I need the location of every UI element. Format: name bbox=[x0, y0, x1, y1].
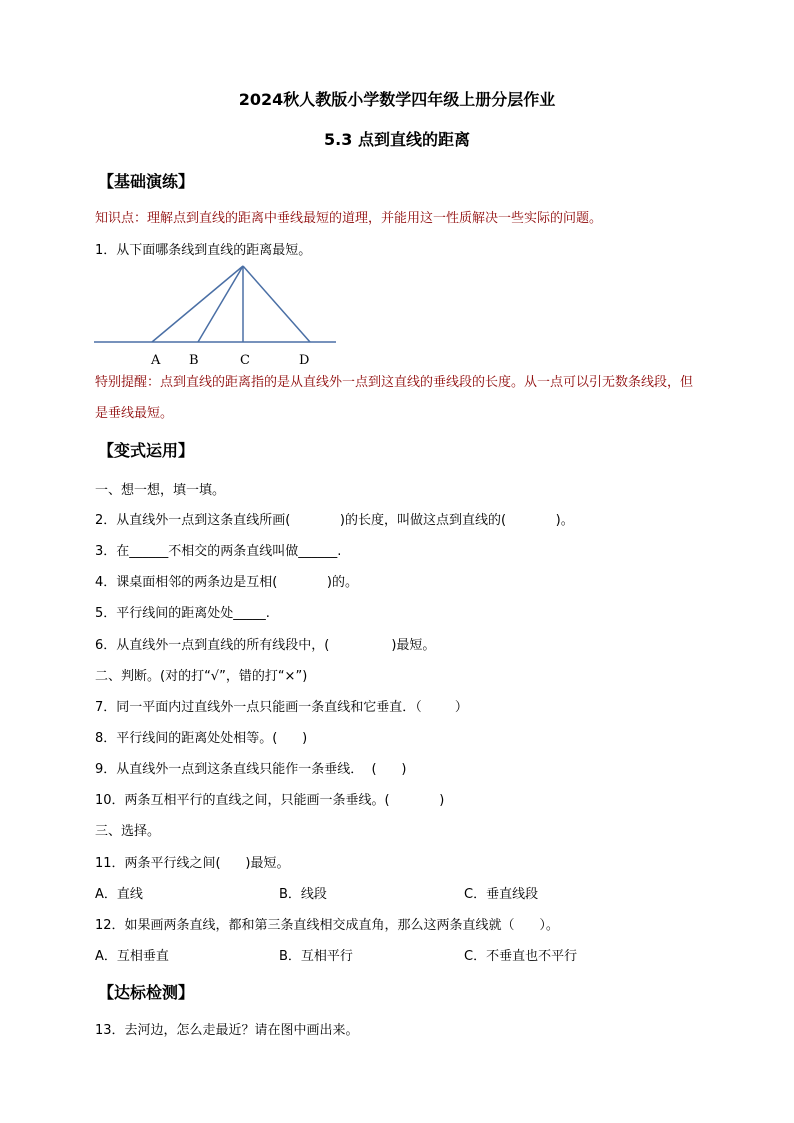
question-5: 5．平行线间的距离处处_____. bbox=[95, 606, 270, 621]
question-3: 3．在______不相交的两条直线叫做______. bbox=[95, 544, 342, 559]
knowledge-point: 知识点：理解点到直线的距离中垂线最短的道理，并能用这一性质解决一些实际的问题。 bbox=[95, 211, 603, 226]
segment-d bbox=[243, 266, 310, 342]
label-d: D bbox=[299, 353, 310, 368]
label-c: C bbox=[240, 353, 250, 368]
part-2-heading: 二、判断。(对的打“√”，错的打“×”) bbox=[95, 669, 308, 684]
distance-figure bbox=[90, 260, 350, 372]
question-7: 7．同一平面内过直线外一点只能画一条直线和它垂直．（ ） bbox=[95, 700, 468, 715]
question-6: 6．从直线外一点到直线的所有线段中，( )最短。 bbox=[95, 638, 436, 653]
q11-option-c: C．垂直线段 bbox=[464, 887, 539, 902]
q12-option-c: C．不垂直也不平行 bbox=[464, 949, 578, 964]
lesson-subtitle: 5.3 点到直线的距离 bbox=[324, 130, 470, 149]
question-11: 11．两条平行线之间( )最短。 bbox=[95, 856, 290, 871]
label-b: B bbox=[189, 353, 199, 368]
question-13: 13．去河边，怎么走最近？请在图中画出来。 bbox=[95, 1023, 359, 1038]
worksheet-title: 2024秋人教版小学数学四年级上册分层作业 bbox=[238, 90, 556, 109]
q12-option-b: B．互相平行 bbox=[279, 949, 353, 964]
q12-option-a: A．互相垂直 bbox=[95, 949, 169, 964]
segment-a bbox=[152, 266, 243, 342]
part-3-heading: 三、选择。 bbox=[95, 824, 161, 839]
question-2: 2．从直线外一点到这条直线所画( )的长度，叫做这点到直线的( )。 bbox=[95, 513, 574, 528]
question-10: 10．两条互相平行的直线之间，只能画一条垂线。( ) bbox=[95, 793, 445, 808]
label-a: A bbox=[151, 353, 161, 368]
section-heading-assessment: 【达标检测】 bbox=[98, 983, 195, 1002]
special-tip: 特别提醒：点到直线的距离指的是从直线外一点到这直线的垂线段的长度。从一点可以引无数条线段，但是垂线最短。 bbox=[95, 375, 694, 421]
part-1-heading: 一、想一想，填一填。 bbox=[95, 483, 226, 498]
q11-option-a: A．直线 bbox=[95, 887, 143, 902]
q11-option-b: B．线段 bbox=[279, 887, 327, 902]
section-heading-variation: 【变式运用】 bbox=[98, 441, 195, 460]
section-heading-basic: 【基础演练】 bbox=[98, 172, 195, 191]
question-1: 1．从下面哪条线到直线的距离最短。 bbox=[95, 243, 312, 258]
segment-b bbox=[198, 266, 243, 342]
question-4: 4．课桌面相邻的两条边是互相( )的。 bbox=[95, 575, 359, 590]
question-9: 9．从直线外一点到这条直线只能作一条垂线． ( ) bbox=[95, 762, 407, 777]
question-12: 12．如果画两条直线，都和第三条直线相交成直角，那么这两条直线就（ ）。 bbox=[95, 918, 559, 933]
question-8: 8．平行线间的距离处处相等。( ) bbox=[95, 731, 308, 746]
